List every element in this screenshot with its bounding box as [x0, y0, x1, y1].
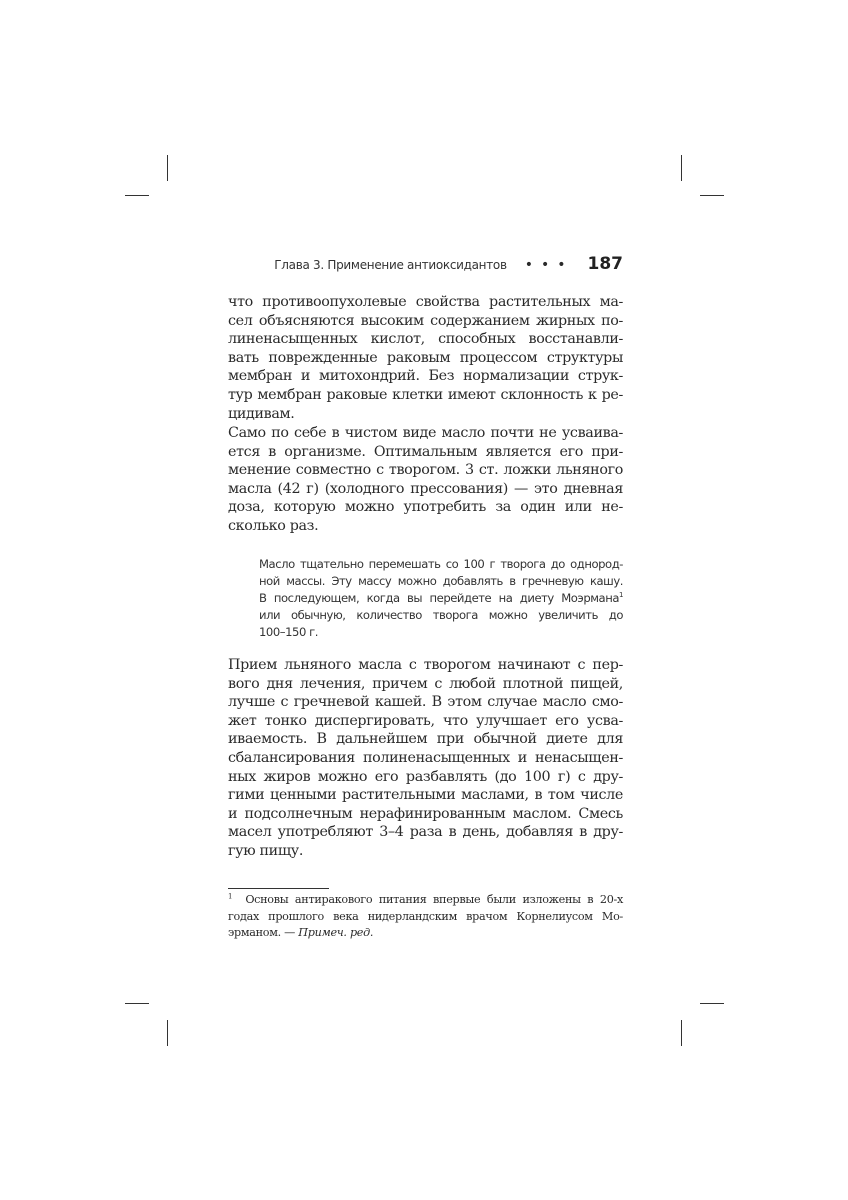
text-line: менение совместно с творогом. 3 ст. ложки льняного [228, 462, 623, 479]
text-line: сколько раз. [228, 517, 319, 534]
text-line: тур мембран раковые клетки имеют склонность к ре- [228, 386, 623, 403]
crop-mark [681, 155, 682, 181]
text-line: или обычную, количество творога можно увеличить до [259, 608, 623, 622]
text-line: Само по себе в чистом виде масло почти не усваива- [228, 425, 623, 441]
text-line: цидивам. [228, 405, 295, 422]
editor-note: Примеч. ред. [298, 926, 374, 939]
footnote-line: эрманом. — Примеч. ред. [228, 926, 374, 939]
footnote [228, 892, 623, 942]
crop-mark [167, 1020, 168, 1046]
text-line: Прием льняного масла с творогом начинают с пер- [228, 657, 623, 673]
text-line: сел объясняются высоким содержанием жирных по- [228, 312, 623, 329]
separator-dots: ••• [524, 257, 574, 273]
text-line: ной массы. Эту массу можно добавлять в гречневую кашу. [259, 574, 623, 588]
text-line: лучше с гречневой кашей. В этом случае масло смо- [228, 694, 623, 711]
text-line: жет тонко диспергировать, что улучшает его усва- [228, 712, 623, 729]
text-line: вого дня лечения, причем с любой плотной пищей, [228, 675, 623, 692]
text-line: масел употребляют 3–4 раза в день, добавляя в дру- [228, 824, 623, 841]
crop-mark [700, 1003, 724, 1004]
footnote-ref: 1 [618, 591, 623, 600]
paragraph-2 [228, 424, 623, 536]
crop-mark [700, 195, 724, 196]
footnote-rule [228, 888, 329, 889]
chapter-title: Глава 3. Применение антиоксидантов [274, 258, 507, 272]
footnote-line: $^1$ Основы антиракового питания впервые были изложены в 20-х [228, 892, 624, 906]
crop-mark [125, 195, 149, 196]
text-line: Масло тщательно перемешать со 100 г творога до однород- [259, 557, 623, 571]
crop-mark [167, 155, 168, 181]
text-line: 100–150 г. [259, 625, 319, 639]
page-number: 187 [587, 254, 623, 274]
text-line: гую пищу. [228, 842, 304, 859]
footnote-line: годах прошлого века нидерландским врачом Корнелиусом Мо- [228, 909, 623, 923]
text-line: линенасыщенных кислот, способных восстанавли- [228, 331, 623, 348]
running-header [228, 254, 623, 278]
paragraph-1 [228, 293, 623, 423]
text-line: вать поврежденные раковым процессом структуры [228, 349, 623, 366]
text-line: ных жиров можно его разбавлять (до 100 г) с дру- [228, 768, 623, 785]
text-line: и подсолнечным нерафинированным маслом. Смесь [228, 805, 623, 822]
text-line: доза, которую можно употребить за один или не- [228, 499, 623, 516]
text-line: ется в организме. Оптимальным является его при- [228, 443, 623, 460]
crop-mark [681, 1020, 682, 1046]
text-line: иваемость. В дальнейшем при обычной диете для [228, 731, 623, 748]
recipe-block [259, 556, 623, 641]
text-line: гими ценными растительными маслами, в том числе [228, 787, 623, 804]
paragraph-3 [228, 656, 623, 861]
text-line: масла (42 г) (холодного прессования) — это дневная [228, 480, 623, 497]
text-line: мембран и митохондрий. Без нормализации струк- [228, 368, 623, 385]
footnote-number: 1 [228, 892, 233, 901]
text-line: сбалансирования полиненасыщенных и ненасыщен- [228, 749, 623, 766]
text-line: что противоопухолевые свойства растительных ма- [228, 294, 623, 310]
text-line: В последующем, когда вы перейдете на диету Моэрмана$^1$ [259, 591, 623, 605]
crop-mark [125, 1003, 149, 1004]
